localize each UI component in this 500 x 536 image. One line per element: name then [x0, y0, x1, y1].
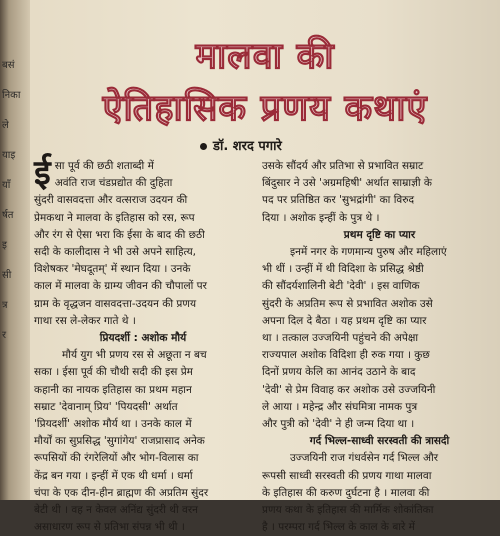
section-heading: गर्द भिल्ल-साध्वी सरस्वती की त्रासदी	[309, 435, 450, 448]
paragraph-line: अपना दिल दे बैठा । यह प्रथम दृष्टि का प्यार	[262, 314, 427, 327]
author-name: डॉ. शरद पगारे	[213, 139, 282, 154]
paragraph-line: मौर्यों का सुप्रसिद्ध 'सुगांगेय' राजप्रासाद अनेक	[34, 435, 205, 448]
paragraph-line: दिया । अशोक इन्हीं के पुत्र थे ।	[262, 211, 380, 224]
previous-page-text	[0, 60, 20, 480]
gutter-text: निका	[2, 90, 21, 101]
drop-cap: ई	[34, 153, 51, 193]
gutter-text: इ	[2, 240, 7, 251]
right-column	[262, 158, 497, 536]
article-title-line-2: ऐतिहासिक प्रणय कथाएं	[102, 88, 428, 129]
paragraph-line: विशेषकर 'मेघदूतम्' में स्थान दिया । उनके	[34, 263, 191, 276]
paragraph-line: और रंग से ऐसा भरा कि ईसा के बाद की छठी	[34, 228, 205, 241]
paragraph-line: असाधारण रूप से प्रतिभा संपन्न भी थी ।	[34, 521, 185, 534]
gutter-text: ले	[2, 120, 9, 131]
paragraph-line: सुंदरी वासवदत्ता और वत्सराज उदयन की	[34, 194, 188, 207]
gutter-text: सी	[2, 270, 12, 281]
paragraph-line: सदी के कालीदास ने भी उसे अपने साहित्य,	[34, 246, 197, 259]
paragraph-line: काल में मालवा के ग्राम्य जीवन की चौपालों पर	[34, 280, 207, 293]
article-title-line-1: मालवा की	[195, 36, 335, 77]
paragraph-line: था । तत्काल उज्जयिनी पहुंचने की अपेक्षा	[262, 332, 419, 345]
paragraph-line: मौर्य युग भी प्रणय रस से अछूता न बच	[62, 349, 207, 362]
paragraph-line: भी थीं । उन्हीं में थी विदिशा के प्रसिद्ध श्रेष्ठी	[262, 263, 424, 276]
author-byline	[200, 136, 282, 154]
paragraph-line: के इतिहास की करुण दुर्घटना है । मालवा की	[262, 486, 430, 499]
paragraph-line: बिंदुसार ने उसे 'अग्रमहिषी' अर्थात साम्राज्ञी के	[262, 177, 432, 190]
gutter-text: बसं	[2, 60, 15, 71]
paragraph-line: प्रणय कथा के इतिहास की मार्मिक शोकांतिका	[262, 504, 434, 517]
gutter-text: याँ	[2, 180, 11, 191]
gutter-text: र	[2, 330, 7, 341]
paragraph-line: प्रेमकथा ने मालवा के इतिहास को रस, रूप	[34, 211, 195, 224]
gutter-text: त्र	[2, 300, 8, 311]
paragraph-line: 'प्रियदर्शी' अशोक मौर्य था । उनके काल में	[34, 418, 192, 431]
left-column	[34, 153, 252, 536]
paragraph-line: पद पर प्रतिष्ठित कर 'सुभद्रांगी' का विरुद	[262, 194, 415, 207]
paragraph-line: उसके सौंदर्य और प्रतिभा से प्रभावित सम्राट	[262, 160, 424, 172]
paragraph-line: चंपा के एक दीन-हीन ब्राह्मण की अप्रतिम सुंदर	[34, 486, 209, 499]
paragraph-line: रूपसियों की रंगरेलियों और भोग-विलास का	[34, 452, 199, 465]
gutter-text: याइ	[2, 150, 16, 161]
paragraph-line: ले आया । महेन्द्र और संघमित्रा नामक पुत्र	[262, 400, 418, 413]
paragraph-line: राज्यपाल अशोक विदिशा ही रुक गया । कुछ	[262, 349, 430, 362]
paragraph-line: सुंदरी के अप्रतिम रूप से प्रभावित अशोक उसे	[262, 297, 433, 310]
gutter-text: र्षत	[2, 210, 14, 221]
paragraph-line: है । परम्परा गर्द भिल्ल के काल के बारे में	[262, 521, 415, 534]
paragraph-line: 'देवी' से प्रेम विवाह कर अशोक उसे उज्जयिनी	[262, 383, 436, 396]
paragraph-line: सा पूर्व की छठी शताब्दी में	[54, 160, 154, 172]
paragraph-line: कहानी का नायक इतिहास का प्रथम महान	[34, 383, 192, 396]
paragraph-line: केंद्र बन गया । इन्हीं में एक थी धर्मा । धर्मा	[34, 469, 193, 482]
paragraph-line: दिनों प्रणय केलि का आनंद उठाने के बाद	[262, 366, 416, 379]
paragraph-line: उज्जयिनी राज गंधर्वसेन गर्द भिल्ल और	[290, 452, 439, 465]
section-heading: प्रथम दृष्टि का प्यार	[343, 228, 416, 241]
paragraph-line: ग्राम के वृद्धजन वासवदत्ता-उदयन की प्रणय	[34, 297, 197, 310]
paragraph-line: अवंति राज चंडप्रद्योत की दुहिता	[54, 177, 173, 190]
paragraph-line: की सौंदर्यशालिनी बेटी 'देवी' । इस वाणिक	[262, 280, 420, 293]
section-heading: प्रियदर्शी : अशोक मौर्य	[99, 332, 187, 345]
paragraph-line: सम्राट 'देवानाम् प्रिय' 'पियदसी' अर्थात	[34, 400, 178, 413]
paragraph-line: रूपसी साध्वी सरस्वती की प्रणय गाथा मालवा	[262, 469, 432, 482]
paragraph-line: बेटी थी । वह न केवल अनिंद्य सुंदरी थी वरन	[34, 504, 198, 517]
bullet-icon	[200, 143, 207, 150]
paragraph-line: और पुत्री को 'देवी' ने ही जन्म दिया था ।	[262, 418, 415, 431]
paragraph-line: गाथा रस ले-लेकर गाते थे ।	[34, 314, 136, 327]
previous-page-gutter	[0, 0, 30, 500]
paragraph-line: सका । ईसा पूर्व की चौथी सदी की इस प्रेम	[34, 366, 193, 379]
paragraph-line: इनमें नगर के गणमान्य पुरुष और महिलाएं	[290, 246, 447, 259]
